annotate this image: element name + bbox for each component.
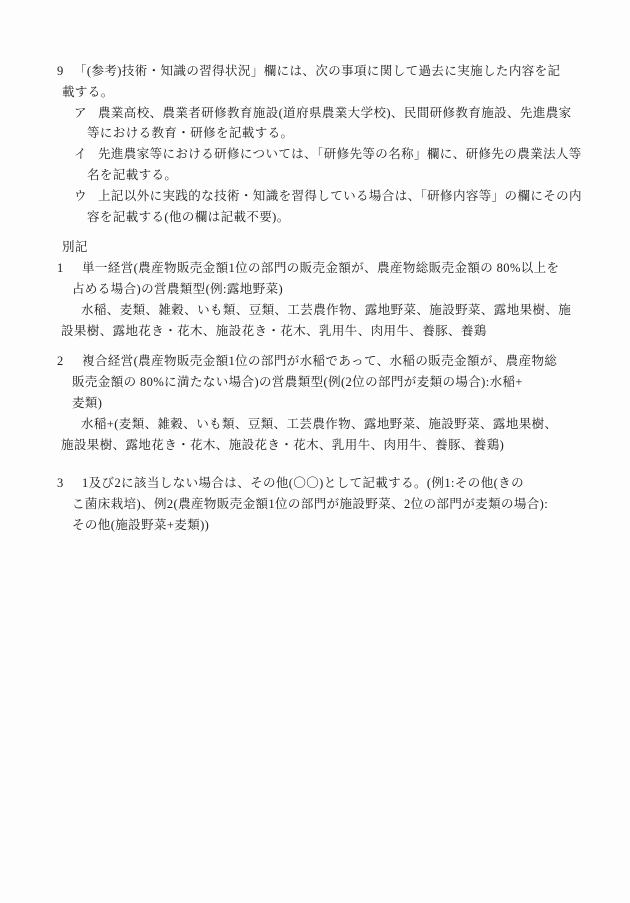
item9-line-2 xyxy=(0,82,630,103)
appendix-item2-line-1 xyxy=(0,351,630,372)
appendix-item3-line-3 xyxy=(0,515,630,536)
appendix-item1-croplist-line-1 xyxy=(0,300,630,321)
appendix-item1-line-1 xyxy=(0,258,630,279)
appendix-item2-line-3 xyxy=(0,393,630,414)
item9-line-1 xyxy=(0,61,630,82)
sub-u-marker: ウ xyxy=(74,188,87,203)
sub-u-line-2 xyxy=(0,207,630,228)
item9-text-2: 載する。 xyxy=(62,84,114,99)
item9-number: 9 xyxy=(57,64,64,78)
appendix-item2-croplist-line-1 xyxy=(0,414,630,435)
appendix-item3-line-1 xyxy=(0,473,630,494)
appendix-item2-text-1: 複合経営(農産物販売金額1位の部門が水稲であって、水稲の販売金額が、農産物総 xyxy=(82,354,558,369)
sub-i-line-2 xyxy=(0,165,630,186)
appendix-item3-text-1: 1及び2に該当しない場合は、その他(〇〇)として記載する。(例1:その他(きの xyxy=(82,476,524,491)
appendix-item1-text-1: 単一経営(農産物販売金額1位の部門の販売金額が、農産物総販売金額の 80%以上を xyxy=(82,261,560,276)
sub-a-line-2 xyxy=(0,123,630,144)
sub-a-text-1: 農業高校、農業者研修教育施設(道府県農業大学校)、民間研修教育施設、先進農家 xyxy=(98,105,572,120)
appendix-item1-text-2: 占める場合)の営農類型(例:露地野菜) xyxy=(72,281,284,296)
sub-i-marker: イ xyxy=(74,147,87,162)
sub-u-line-1 xyxy=(0,186,630,207)
appendix-item2-number: 2 xyxy=(57,354,64,369)
appendix-heading-line xyxy=(0,237,630,258)
sub-i-text-1: 先進農家等における研修については、「研修先等の名称」欄に、研修先の農業法人等 xyxy=(98,147,582,162)
appendix-item2-croplist-line-2 xyxy=(0,435,630,456)
appendix-item2-croplist-1: 水稲+(麦類、雑穀、いも類、豆類、工芸農作物、露地野菜、施設野菜、露地果樹、 xyxy=(81,416,558,431)
appendix-item1-number: 1 xyxy=(57,261,64,276)
sub-u-text-1: 上記以外に実践的な技術・知識を習得している場合は、「研修内容等」の欄にその内 xyxy=(98,188,582,203)
appendix-item1-croplist-2: 設果樹、露地花き・花木、施設花き・花木、乳用牛、肉用牛、養豚、養鶏 xyxy=(61,323,487,338)
sub-a-marker: ア xyxy=(74,105,87,120)
appendix-item2-croplist-2: 施設果樹、露地花き・花木、施設花き・花木、乳用牛、肉用牛、養豚、養鶏) xyxy=(61,437,505,452)
appendix-item1-line-2 xyxy=(0,279,630,300)
appendix-heading: 別記 xyxy=(62,240,88,255)
appendix-item2-line-2 xyxy=(0,372,630,393)
appendix-item1-croplist-1: 水稲、麦類、雑穀、いも類、豆類、工芸農作物、露地野菜、施設野菜、露地果樹、施 xyxy=(81,302,572,317)
appendix-item2-text-3: 麦類) xyxy=(72,395,103,410)
appendix-item3-text-2: こ菌床栽培)、例2(農産物販売金額1位の部門が施設野菜、2位の部門が麦類の場合): xyxy=(72,497,549,512)
sub-i-line-1 xyxy=(0,144,630,165)
appendix-item3-text-3: その他(施設野菜+麦類)) xyxy=(72,517,210,532)
appendix-item1-croplist-line-2 xyxy=(0,321,630,342)
sub-i-text-2: 名を記載する。 xyxy=(87,167,178,182)
appendix-item3-number: 3 xyxy=(57,476,64,491)
appendix-item3-line-2 xyxy=(0,494,630,515)
item9-text-1: 「(参考)技術・知識の習得状況」欄には、次の事項に関して過去に実施した内容を記 xyxy=(74,64,561,78)
sub-a-line-1 xyxy=(0,103,630,124)
sub-u-text-2: 容を記載する(他の欄は記載不要)。 xyxy=(87,209,290,224)
appendix-item2-text-2: 販売金額の 80%に満たない場合)の営農類型(例(2位の部門が麦類の場合):水稲+ xyxy=(72,375,523,390)
sub-a-text-2: 等における教育・研修を記載する。 xyxy=(87,126,294,141)
